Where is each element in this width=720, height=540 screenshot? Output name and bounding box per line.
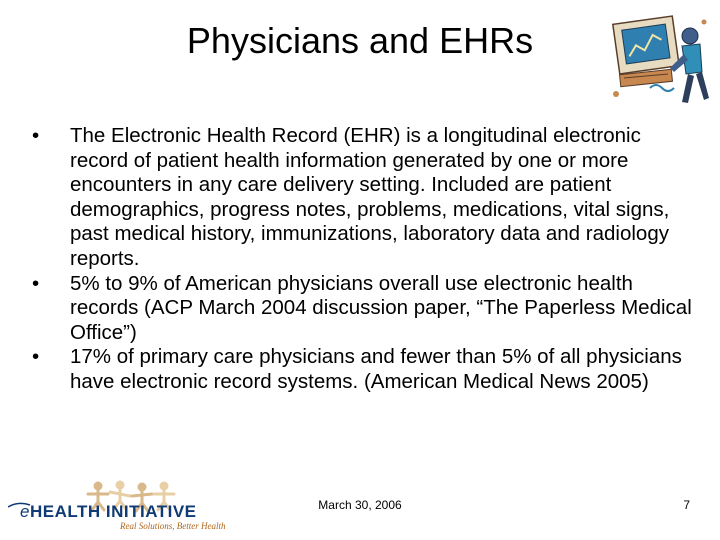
bullet-item [32, 272, 692, 346]
bullet-text: The Electronic Health Record (EHR) is a longitudinal electronic record of patient health information generated by one or more encounters in any care delivery setting. Included are patient demographics, progress notes, problems, medications, vital signs, past medical history, immunizations, laboratory data and radiology reports. [70, 124, 670, 270]
bullet-item [32, 124, 692, 272]
bullet-list [32, 124, 692, 395]
logo-name: HEALTH INITIATIVE [29, 502, 197, 521]
bullet-marker: • [32, 124, 40, 147]
bullet-text: 17% of primary care physicians and fewer than 5% of all physicians have electronic record systems. (American Medical News 2005) [70, 345, 682, 393]
page-number: 7 [683, 498, 690, 512]
logo-prefix: e [20, 502, 30, 521]
computer-user-clipart-icon [610, 14, 710, 108]
logo-wordmark [20, 502, 197, 522]
bullet-text: 5% to 9% of American physicians overall use electronic health records (ACP March 2004 discussion paper, “The Paperless Medical Office”) [70, 271, 692, 344]
slide-title: Physicians and EHRs [186, 20, 534, 61]
logo-tagline: Real Solutions, Better Health [120, 521, 226, 531]
bullet-marker: • [32, 271, 40, 295]
bullet-marker: • [32, 345, 40, 369]
footer-date: March 30, 2006 [318, 498, 402, 512]
bullet-item [32, 345, 692, 394]
